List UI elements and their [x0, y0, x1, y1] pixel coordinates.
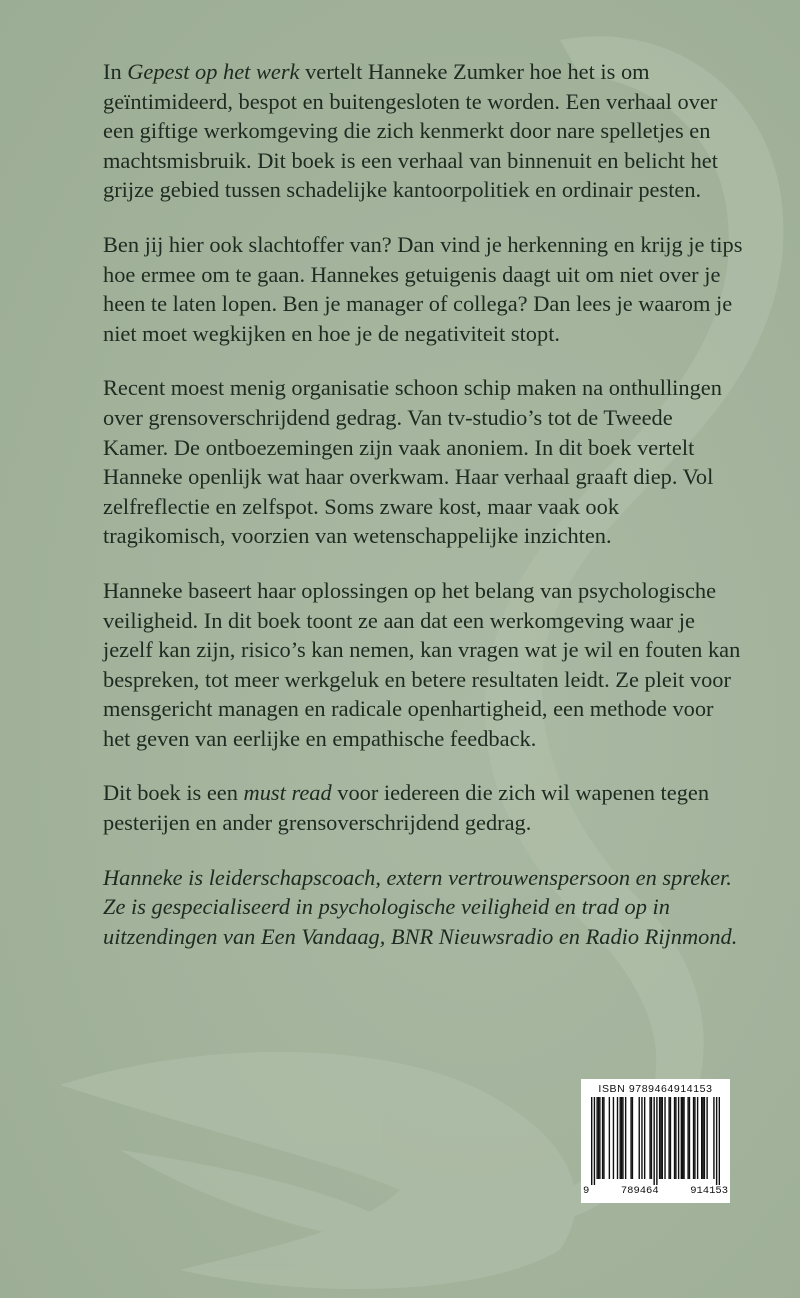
paragraph-victims: Ben jij hier ook slachtoffer van? Dan vind je herkenning en krijg je tips hoe ermee om te gaan. Hannekes getuigenis daagt uit om niet over je heen te laten lopen. Ben je manager of collega? Dan lees je waarom je niet moet wegkijken en hoe je de negativiteit stopt.: [103, 231, 743, 346]
barcode-bar: [656, 1097, 657, 1185]
blurb-text: [103, 57, 743, 976]
barcode-bar: [649, 1097, 650, 1179]
barcode-bar: [594, 1097, 595, 1185]
barcode-bar: [678, 1097, 679, 1179]
paragraph-solutions: Hanneke baseert haar oplossingen op het belang van psychologische veiligheid. In dit boek toont ze aan dat een werkomgeving waar je jezelf kan zijn, risico’s kan nemen, kan vragen wat je wil en fouten kan bespreken, tot meer werkgeluk en betere resultaten leidt. Ze pleit voor mensgericht managen en radicale openhartigheid, een methode voor het geven van eerlijke en empathische feedback.: [103, 577, 741, 751]
barcode-bar: [596, 1097, 597, 1179]
isbn-digit-group-right: 914153: [690, 1185, 728, 1197]
paragraph-recent: Recent moest menig organisatie schoon schip maken na onthullingen over grensoverschrijdend gedrag. Van tv-studio’s tot de Tweede Kamer. De ontboezemingen zijn vaak anoniem. In dit boek vertelt Hanneke openlijk wat haar overkwam. Haar verhaal graaft diep. Vol zelfreflectie en zelfspot. Soms zware kost, maar vaak ook tragikomisch, voorzien van wetenschappelijke inzichten.: [103, 375, 722, 549]
barcode-bar: [682, 1097, 683, 1179]
author-bio: Hanneke is leiderschapscoach, extern vertrouwenspersoon en spreker. Ze is gespecialiseerd in psychologische veiligheid en trad op in uitzendingen van Een Vandaag, BNR Nieuwsradio en Radio Rijnmond.: [103, 864, 738, 949]
barcode-bar: [630, 1097, 631, 1179]
barcode-bar: [706, 1097, 707, 1179]
barcode-bar: [625, 1097, 626, 1179]
barcode-bar: [681, 1097, 682, 1179]
barcode-bar: [599, 1097, 600, 1179]
barcode-bar: [683, 1097, 684, 1179]
barcode-bar: [697, 1097, 698, 1179]
barcode-bar: [716, 1097, 717, 1185]
isbn-digit-group-left: 789464: [620, 1185, 659, 1197]
barcode-bar: [694, 1097, 695, 1179]
must-read-prefix: Dit boek is een: [103, 780, 244, 806]
isbn-barcode: [581, 1079, 730, 1203]
must-read-rest: voor iedereen die zich wil wapenen tegen pesterijen en ander grensoverschrijdend gedrag.: [103, 780, 710, 836]
isbn-digits: [583, 1185, 728, 1197]
barcode-bar: [701, 1097, 702, 1179]
barcode-bar: [603, 1097, 604, 1179]
barcode-bar: [644, 1097, 645, 1179]
must-read-italic: must read: [243, 780, 332, 806]
barcode-bars: [591, 1097, 720, 1185]
barcode-bar: [668, 1097, 669, 1179]
barcode-bar: [660, 1097, 661, 1179]
barcode-bar: [591, 1097, 592, 1185]
isbn-digit-lead: 9: [583, 1185, 590, 1197]
barcode-bar: [670, 1097, 671, 1179]
isbn-label: ISBN 9789464914153: [598, 1083, 713, 1095]
barcode-bar: [632, 1097, 633, 1179]
barcode-bar: [651, 1097, 652, 1179]
barcode-bar: [598, 1097, 599, 1179]
barcode-bar: [704, 1097, 705, 1179]
barcode-bar: [675, 1097, 676, 1179]
barcode-bar: [702, 1097, 703, 1179]
intro-prefix: In: [103, 59, 128, 84]
barcode-bar: [613, 1097, 614, 1179]
barcode-bar: [659, 1097, 660, 1179]
barcode-bar: [641, 1097, 642, 1179]
barcode-bar: [713, 1097, 714, 1179]
barcode-bar: [674, 1097, 675, 1179]
barcode-bar: [693, 1097, 694, 1179]
barcode-bar: [653, 1097, 654, 1185]
barcode-bar: [662, 1097, 663, 1179]
barcode-bar: [609, 1097, 610, 1179]
paragraph-intro: [103, 57, 743, 205]
barcode-bar: [620, 1097, 621, 1179]
barcode-bar: [664, 1097, 665, 1179]
paragraph-must-read: [103, 778, 743, 837]
barcode-bar: [639, 1097, 640, 1179]
barcode-bar: [617, 1097, 618, 1179]
barcode-bar: [602, 1097, 603, 1179]
barcode-bar: [689, 1097, 690, 1179]
barcode-bar: [719, 1097, 720, 1185]
barcode-bar: [687, 1097, 688, 1179]
intro-rest: vertelt Hanneke Zumker hoe het is om geïntimideerd, bespot en buitengesloten te worden. Een verhaal over een giftige werkomgeving die zich kenmerkt door nare spelletjes en machtsmisbruik. Dit boek is een verhaal van binnenuit en belicht het grijze gebied tussen schadelijke kantoorpolitiek en ordinair pesten.: [103, 59, 718, 203]
book-title-italic: Gepest op het werk: [127, 59, 300, 84]
barcode-bar: [622, 1097, 623, 1179]
barcode-bar: [621, 1097, 622, 1179]
